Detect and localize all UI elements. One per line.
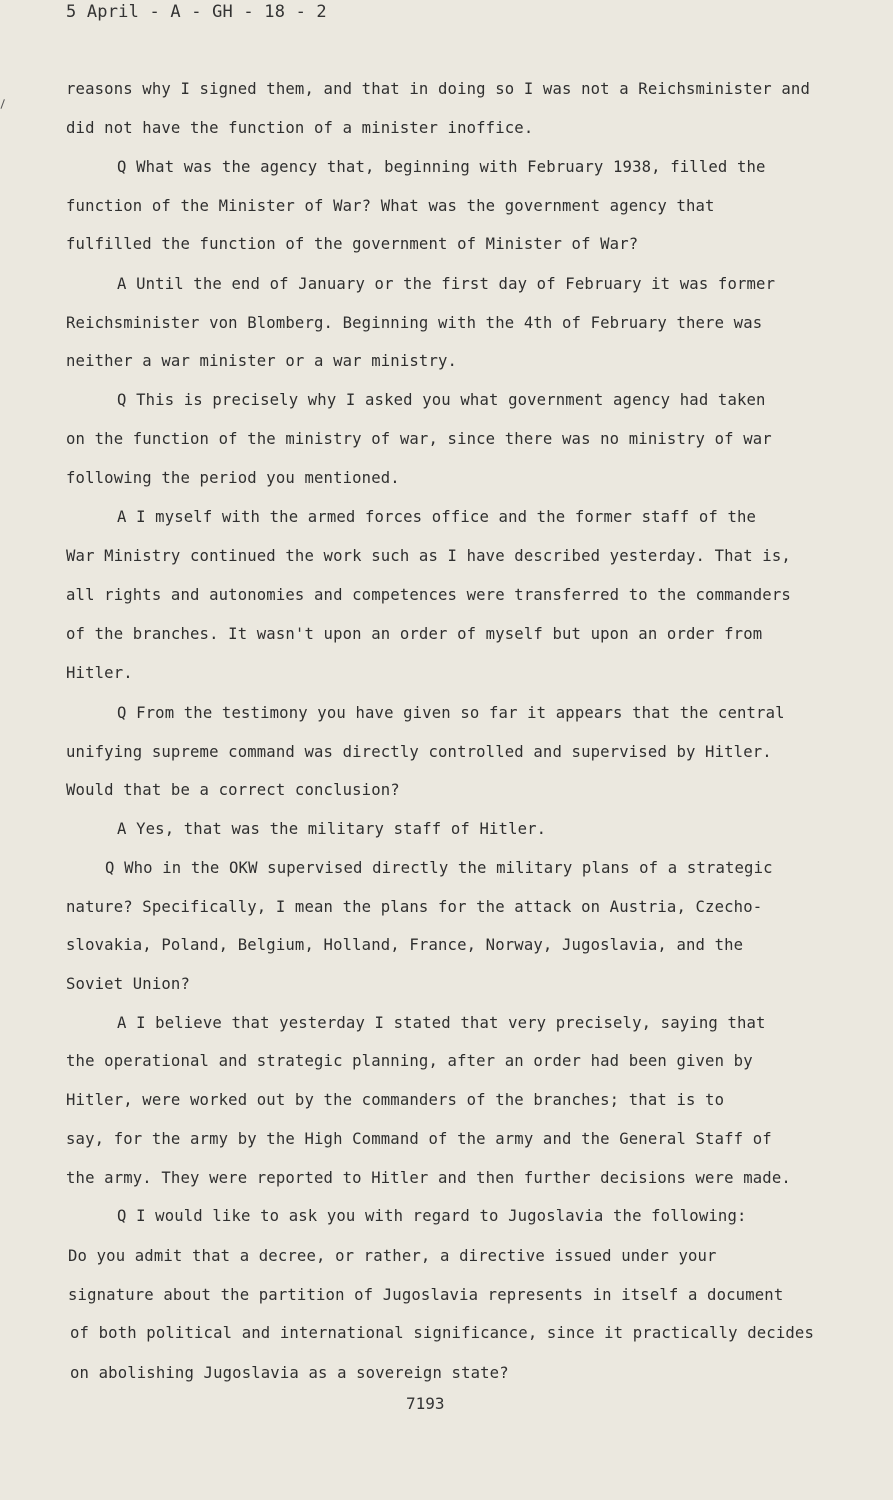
text-line: Hitler. <box>66 664 133 682</box>
text-line: did not have the function of a minister inoffice. <box>66 119 534 137</box>
text-line: Q What was the agency that, beginning with February 1938, filled the <box>117 158 766 176</box>
text-line: Would that be a correct conclusion? <box>66 781 400 799</box>
text-line: signature about the partition of Jugoslavia represents in itself a document <box>68 1286 784 1304</box>
page-number: 7193 <box>406 1394 445 1413</box>
text-line: the operational and strategic planning, after an order had been given by <box>66 1052 753 1070</box>
margin-mark <box>1 99 11 111</box>
text-line: unifying supreme command was directly controlled and supervised by Hitler. <box>66 743 772 761</box>
text-line: reasons why I signed them, and that in doing so I was not a Reichsminister and <box>66 80 810 98</box>
text-line: all rights and autonomies and competences were transferred to the commanders <box>66 586 791 604</box>
text-line: say, for the army by the High Command of the army and the General Staff of <box>66 1130 772 1148</box>
text-line: on the function of the ministry of war, since there was no ministry of war <box>66 430 772 448</box>
text-line: of both political and international significance, since it practically decides <box>70 1324 814 1342</box>
text-line: Q From the testimony you have given so far it appears that the central <box>117 704 785 722</box>
text-line: fulfilled the function of the government of Minister of War? <box>66 235 639 253</box>
text-line: slovakia, Poland, Belgium, Holland, France, Norway, Jugoslavia, and the <box>66 936 744 954</box>
text-line: neither a war minister or a war ministry. <box>66 352 458 370</box>
text-line: Q This is precisely why I asked you what government agency had taken <box>117 391 766 409</box>
text-line: A Until the end of January or the first day of February it was former <box>117 275 776 293</box>
text-line: A Yes, that was the military staff of Hitler. <box>117 820 547 838</box>
text-line: Do you admit that a decree, or rather, a directive issued under your <box>68 1247 717 1265</box>
text-line: A I myself with the armed forces office and the former staff of the <box>117 508 757 526</box>
text-line: Soviet Union? <box>66 975 190 993</box>
text-line: function of the Minister of War? What was the government agency that <box>66 197 715 215</box>
text-line: Q I would like to ask you with regard to Jugoslavia the following: <box>117 1207 747 1225</box>
text-line: A I believe that yesterday I stated that very precisely, saying that <box>117 1014 766 1032</box>
text-line: Reichsminister von Blomberg. Beginning with the 4th of February there was <box>66 314 763 332</box>
text-line: on abolishing Jugoslavia as a sovereign state? <box>70 1364 509 1382</box>
page-header: 5 April - A - GH - 18 - 2 <box>66 2 327 22</box>
text-line: of the branches. It wasn't upon an order of myself but upon an order from <box>66 625 763 643</box>
text-line: following the period you mentioned. <box>66 469 400 487</box>
text-line: War Ministry continued the work such as I have described yesterday. That is, <box>66 547 791 565</box>
text-line: Hitler, were worked out by the commanders of the branches; that is to <box>66 1091 725 1109</box>
text-line: the army. They were reported to Hitler and then further decisions were made. <box>66 1169 791 1187</box>
text-line: nature? Specifically, I mean the plans for the attack on Austria, Czecho- <box>66 898 763 916</box>
text-line: Q Who in the OKW supervised directly the military plans of a strategic <box>105 859 773 877</box>
